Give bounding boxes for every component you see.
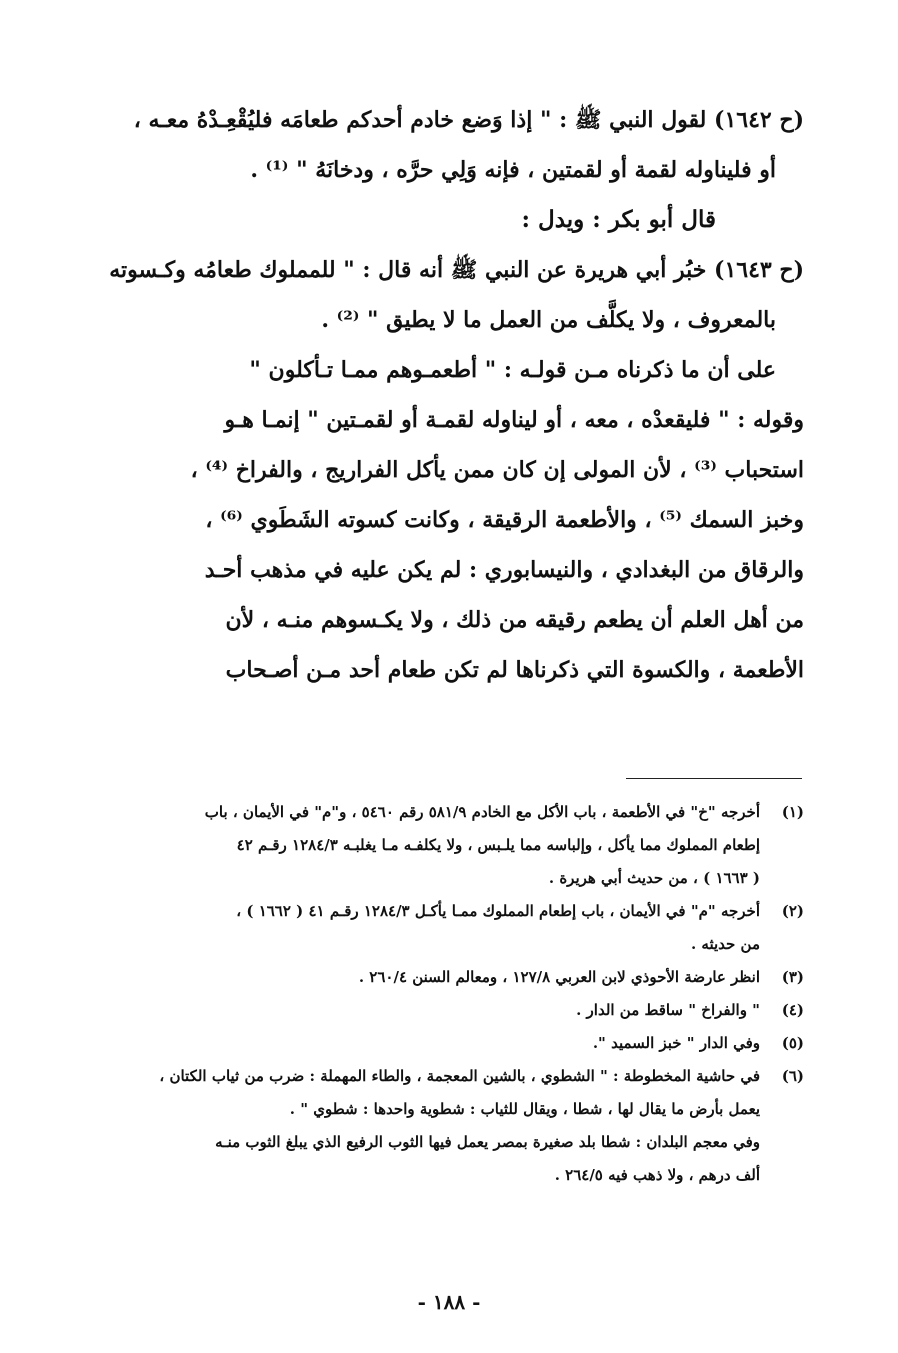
footnote-line: وفي الدار " خبز السميد ". bbox=[592, 1034, 760, 1052]
footnote-number: (١) bbox=[781, 803, 804, 821]
footnote-2 bbox=[92, 895, 804, 961]
footnote-text bbox=[92, 961, 760, 994]
footnote-6-continuation bbox=[92, 1126, 804, 1192]
footnote-text bbox=[92, 1027, 760, 1060]
footnote-line: " والفراخ " ساقط من الدار . bbox=[576, 1001, 760, 1019]
footnote-line: أخرجه "م" في الأيمان ، باب إطعام المملوك ممـا يأكـل ١٢٨٤/٣ رقـم ٤١ ( ١٦٦٢ ) ، bbox=[236, 902, 760, 920]
commentary-line-7: الأطعمة ، والكسوة التي ذكرناها لم تكن طعام أحد مـن أصـحاب bbox=[225, 657, 804, 683]
footnote-separator bbox=[626, 778, 802, 779]
footnote-number: (٥) bbox=[781, 1034, 804, 1052]
footnote-line: انظر عارضة الأحوذي لابن العربي ١٢٧/٨ ، ومعالم السنن ٢٦٠/٤ . bbox=[358, 968, 760, 986]
footnote-6 bbox=[92, 1060, 804, 1126]
footnote-text bbox=[92, 796, 760, 895]
footnote-line: في حاشية المخطوطة : " الشطوي ، بالشين المعجمة ، والطاء المهملة : ضرب من ثياب الكتان ، bbox=[159, 1067, 760, 1085]
page-number: - ١٨٨ - bbox=[417, 1290, 481, 1314]
hadith-1642-line-1: (ح ١٦٤٢) لقول النبي ﷺ : " إذا وَضع خادم أحدكم طعامَه فليُقْعِـدْهُ معـه ، bbox=[133, 107, 804, 133]
footnote-number: (٣) bbox=[781, 968, 804, 986]
footnote-5 bbox=[92, 1027, 804, 1060]
commentary-line-1: على أن ما ذكرناه مـن قولـه : " أطعمـوهم ممـا تـأكلون " bbox=[249, 357, 776, 383]
commentary-line-6: من أهل العلم أن يطعم رقيقه من ذلك ، ولا يكـسوهم منـه ، لأن bbox=[225, 607, 804, 633]
footnote-text bbox=[92, 1060, 760, 1126]
footnote-line: إطعام المملوك مما يأكل ، وإلباسه مما يلـبس ، ولا يكلفـه مـا يغلبـه ١٢٨٤/٣ رقـم ٤٢ bbox=[236, 836, 760, 854]
footnotes bbox=[92, 796, 804, 1192]
footnote-1 bbox=[92, 796, 804, 895]
hadith-1643-line-2: بالمعروف ، ولا يكلَّف من العمل ما لا يطيق " ⁽²⁾ . bbox=[321, 307, 776, 333]
section-heading: قال أبو بكر : ويدل : bbox=[521, 206, 716, 233]
footnote-line: من حديثه . bbox=[690, 935, 760, 953]
footnote-4 bbox=[92, 994, 804, 1027]
commentary-line-4: وخبز السمك ⁽⁵⁾ ، والأطعمة الرقيقة ، وكانت كسوته الشَطَوي ⁽⁶⁾ ، bbox=[205, 507, 804, 533]
footnote-line: ( ١٦٦٣ ) ، من حديث أبي هريرة . bbox=[548, 869, 760, 887]
footnote-text bbox=[92, 1126, 760, 1192]
hadith-1643-line-1: (ح ١٦٤٣) خبُر أبي هريرة عن النبي ﷺ أنه قال : " للمملوك طعامُه وكـسوته bbox=[109, 257, 804, 283]
footnote-number: (٦) bbox=[781, 1067, 804, 1085]
commentary-line-5: والرقاق من البغدادي ، والنيسابوري : لم يكن عليه في مذهب أحـد bbox=[204, 557, 804, 583]
footnote-line: وفي معجم البلدان : شطا بلد صغيرة بمصر يعمل فيها الثوب الرفيع الذي يبلغ الثوب منـه bbox=[215, 1133, 760, 1151]
footnote-text bbox=[92, 994, 760, 1027]
footnote-number: (٢) bbox=[781, 902, 804, 920]
footnote-text bbox=[92, 895, 760, 961]
footnote-line: أخرجه "خ" في الأطعمة ، باب الأكل مع الخادم ٥٨١/٩ رقم ٥٤٦٠ ، و"م" في الأيمان ، باب bbox=[204, 803, 760, 821]
footnote-3 bbox=[92, 961, 804, 994]
footnote-line: يعمل بأرض ما يقال لها ، شطا ، ويقال للثياب : شطوية واحدها : شطوي " . bbox=[289, 1100, 760, 1118]
main-text bbox=[92, 95, 804, 695]
footnote-number: (٤) bbox=[781, 1001, 804, 1019]
hadith-1642-line-2: أو فليناوله لقمة أو لقمتين ، فإنه وَلِي حرَّه ، ودخانَهُ " ⁽¹⁾ . bbox=[250, 157, 776, 183]
commentary-line-3: استحباب ⁽³⁾ ، لأن المولى إن كان ممن يأكل الفراريج ، والفراخ ⁽⁴⁾ ، bbox=[190, 457, 804, 483]
commentary-line-2: وقوله : " فليقعدْه ، معه ، أو ليناوله لقمـة أو لقمـتين " إنمـا هـو bbox=[224, 407, 804, 433]
footnote-line: ألف درهم ، ولا ذهب فيه ٢٦٤/٥ . bbox=[554, 1166, 760, 1184]
